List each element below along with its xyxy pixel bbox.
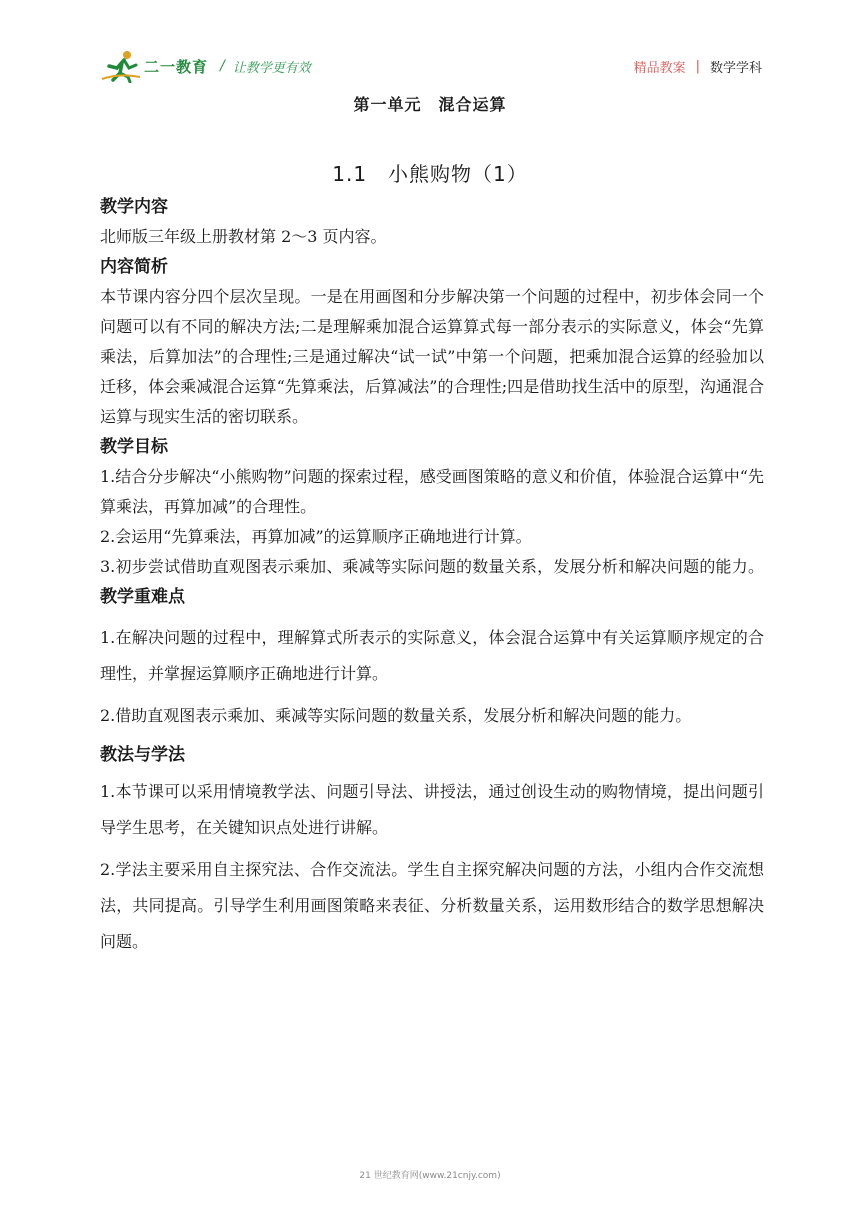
method-item: 1.本节课可以采用情境教学法、问题引导法、讲授法，通过创设生动的购物情境，提出问题引导学生思考，在关键知识点处进行讲解。 bbox=[100, 782, 764, 837]
logo-text: 二一教育 bbox=[144, 57, 209, 76]
header-right bbox=[634, 57, 762, 76]
goal-item: 2.会运用“先算乘法，再算加减”的运算顺序正确地进行计算。 bbox=[100, 527, 532, 546]
goal-item-with-heading bbox=[100, 552, 764, 612]
section-heading-goals: 教学目标 bbox=[100, 437, 168, 457]
brand-label: 精品教案 bbox=[633, 60, 686, 76]
page-footer: 21 世纪教育网(www.21cnjy.com) bbox=[359, 1171, 501, 1181]
goal-item: 1.结合分步解决“小熊购物”问题的探索过程，感受画图策略的意义和价值，体验混合运算中“先算乘法，再算加减”的合理性。 bbox=[100, 467, 764, 516]
section-heading-content: 教学内容 bbox=[100, 197, 168, 217]
key-point-item: 1.在解决问题的过程中，理解算式所表示的实际意义，体会混合运算中有关运算顺序规定的合理性，并掌握运算顺序正确地进行计算。 bbox=[100, 628, 764, 683]
page-header bbox=[100, 44, 762, 88]
key-point-item: 2.借助直观图表示乘加、乘减等实际问题的数量关系，发展分析和解决问题的能力。 bbox=[100, 706, 692, 725]
subject-label: 数学学科 bbox=[709, 60, 762, 76]
unit-title: 第一单元 混合运算 bbox=[353, 95, 507, 114]
section-heading-key-points: 教学重难点 bbox=[100, 587, 185, 607]
section-heading-methods: 教法与学法 bbox=[100, 745, 185, 765]
logo bbox=[100, 49, 311, 83]
goal-item: 3.初步尝试借助直观图表示乘加、乘减等实际问题的数量关系，发展分析和解决问题的能力。 bbox=[100, 557, 764, 576]
document-body bbox=[100, 192, 764, 966]
section-text-analysis: 本节课内容分四个层次呈现。一是在用画图和分步解决第一个问题的过程中，初步体会同一个问题可以有不同的解决方法;二是理解乘加混合运算算式每一部分表示的实际意义，体会“先算乘法，后算加法”的合理性;三是通过解决“试一试”中第一个问题，把乘加混合运算的经验加以迁移，体会乘减混合运算“先算乘法，后算减法”的合理性;四是借助找生活中的原型，沟通混合运算与现实生活的密切联系。 bbox=[100, 287, 764, 426]
section-heading-analysis: 内容简析 bbox=[100, 257, 168, 277]
running-figure-icon bbox=[100, 49, 142, 83]
slogan: 让教学更有效 bbox=[232, 60, 311, 76]
slogan-separator: / bbox=[220, 58, 225, 74]
lesson-title: 1.1 小熊购物（1） bbox=[332, 162, 528, 186]
method-item: 2.学法主要采用自主探究法、合作交流法。学生自主探究解决问题的方法，小组内合作交流想法，共同提高。引导学生利用画图策略来表征、分析数量关系，运用数形结合的数学思想解决问题。 bbox=[100, 860, 764, 951]
header-separator: | bbox=[695, 58, 700, 74]
section-text-content: 北师版三年级上册教材第 2～3 页内容。 bbox=[100, 227, 387, 246]
